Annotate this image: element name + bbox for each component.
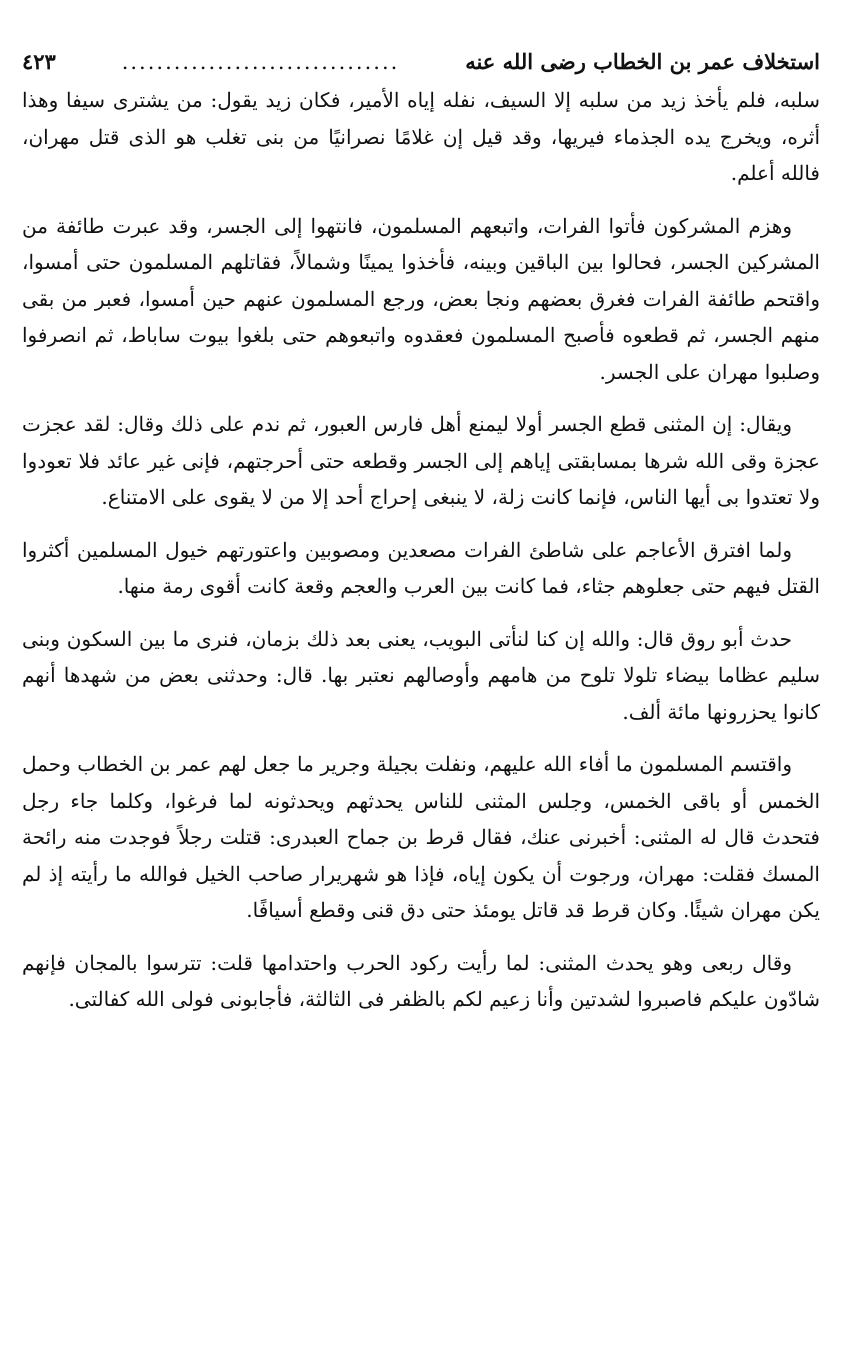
book-page xyxy=(22,42,820,1364)
running-header xyxy=(22,42,820,82)
paragraph: وقال ربعى وهو يحدث المثنى: لما رأيت ركود الحرب واحتدامها قلت: تترسوا بالمجان فإنهم شادّون عليكم فاصبروا لشدتين وأنا زعيم لكم بالظفر فى الثالثة، فأجابونى فولى الله كفالتى. xyxy=(22,950,820,1011)
paragraph: ويقال: إن المثنى قطع الجسر أولا ليمنع أهل فارس العبور، ثم ندم على ذلك وقال: لقد عجزت عجزة وقى الله شرها بمسابقتى إياهم إلى الجسر وقطعه حتى أحرجتهم، فإنى غير عائد فلا تعودوا ولا تعتدوا بى أيها الناس، فإنما كانت زلة، لا ينبغى إحراج أحد إلا من لا يقوى على الامتناع. xyxy=(22,412,820,509)
paragraph: سلبه، فلم يأخذ زيد من سلبه إلا السيف، نفله إياه الأمير، فكان زيد يقول: من يشترى سيفا وهذا أثره، ويخرج يده الجذماء فيريها، وقد قيل إن غلامًا نصرانيًا من بنى تغلب هو الذى قتل مهران، فالله أعلم. xyxy=(22,88,820,185)
paragraph: ولما افترق الأعاجم على شاطئ الفرات مصعدين ومصوبين واعتورتهم خيول المسلمين أكثروا القتل فيهم حتى جعلوهم جثاء، فما كانت بين العرب والعجم وقعة كانت أقوى رمة منها. xyxy=(22,537,820,598)
paragraph: واقتسم المسلمون ما أفاء الله عليهم، ونفلت بجيلة وجرير ما جعل لهم عمر بن الخطاب وحمل الخمس أو باقى الخمس، وجلس المثنى للناس يحدثهم ويحدثونه لما فرغوا، وكلما جاء رجل فتحدث قال له المثنى: أخبرنى عنك، فقال قرط بن جماح العبدرى: قتلت رجلاً فوجدت منه رائحة المسك فقلت: مهران، ورجوت أن يكون إياه، فإذا هو شهريرار صاحب الخيل فوالله ما رأيته إذ لم يكن مهران شيئًا. وكان قرط قد قاتل يومئذ حتى دق قنى وقطع أسيافًا. xyxy=(22,752,820,922)
leader-dots: ................................ xyxy=(121,50,400,74)
paragraph: وهزم المشركون فأتوا الفرات، واتبعهم المسلمون، فانتهوا إلى الجسر، وقد عبرت طائفة من المشركين الجسر، فحالوا بين الباقين وبينه، فأخذوا يمينًا وشمالاً، فقاتلهم المسلمون حتى أمسوا، واقتحم طائفة الفرات فغرق بعضهم ونجا بعض، ورجع المسلمون عنهم حين أمسوا، فعبر من بقى منهم الجسر، ثم قطعوه فأصبح المسلمون فعقدوه واتبعوهم حتى بلغوا بيوت ساباط، ثم انصرفوا وصلبوا مهران على الجسر. xyxy=(22,213,820,384)
page-number: ٤٢٣ xyxy=(22,49,56,74)
paragraph: حدث أبو روق قال: والله إن كنا لنأتى البويب، يعنى بعد ذلك بزمان، فنرى ما بين السكون وبنى سليم عظاما بيضاء تلولا تلوح من هامهم وأوصالهم نعتبر بها. قال: وحدثنى بعض من شهدها أنهم كانوا يحزرونها مائة ألف. xyxy=(22,626,820,724)
chapter-title: استخلاف عمر بن الخطاب رضى الله عنه xyxy=(465,49,820,74)
body-text xyxy=(22,82,820,1018)
